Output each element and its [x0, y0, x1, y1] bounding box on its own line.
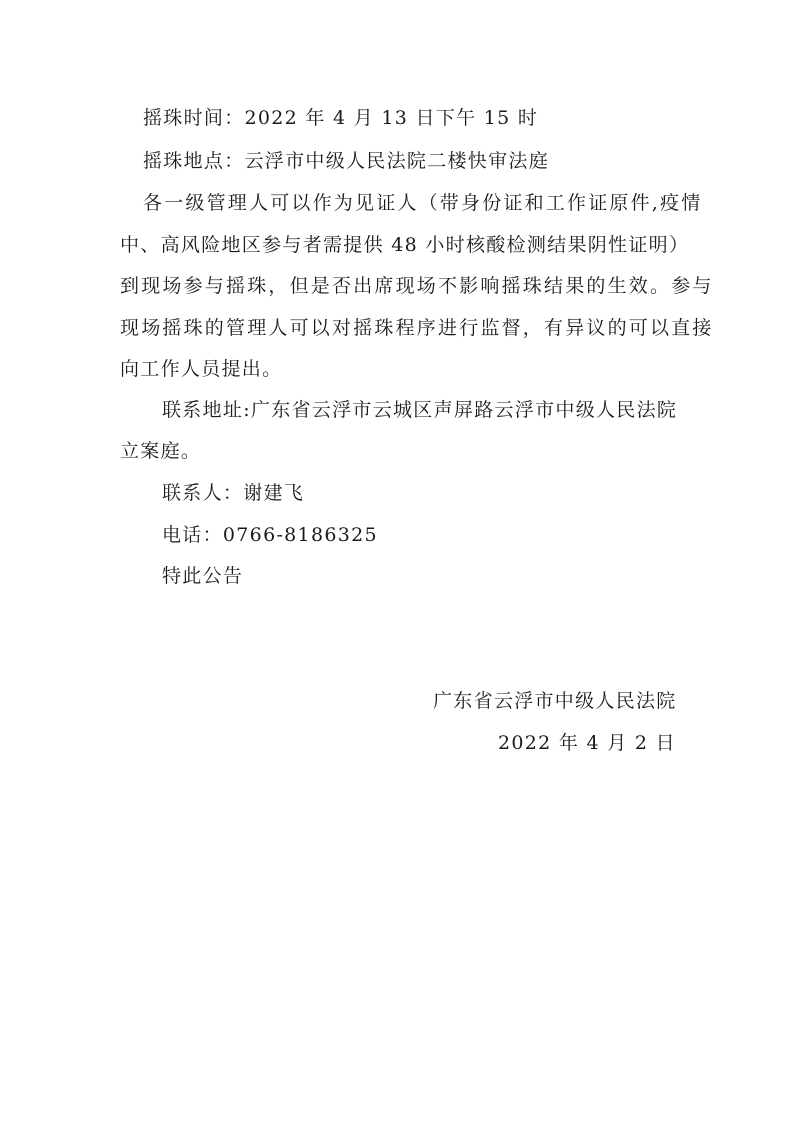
signature-date: 2022 年 4 月 2 日 [498, 732, 676, 754]
witness-paragraph-line-2: 中、高风险地区参与者需提供 48 小时核酸检测结果阴性证明） [120, 234, 690, 256]
signature-organization: 广东省云浮市中级人民法院 [433, 690, 677, 712]
witness-paragraph-line-3: 到现场参与摇珠，但是否出席现场不影响摇珠结果的生效。参与 [120, 275, 714, 297]
phone-text: 电话：0766-8186325 [162, 524, 378, 546]
witness-paragraph-line-1: 各一级管理人可以作为见证人（带身份证和工作证原件,疫情 [143, 192, 703, 214]
contact-address-line-1: 联系地址:广东省云浮市云城区声屏路云浮市中级人民法院 [162, 399, 678, 421]
contact-address-line-2: 立案庭。 [120, 440, 202, 462]
witness-paragraph-line-4: 现场摇珠的管理人可以对摇珠程序进行监督，有异议的可以直接 [120, 317, 714, 339]
witness-paragraph-line-5: 向工作人员提出。 [120, 358, 283, 380]
contact-person-text: 联系人：谢建飞 [162, 482, 305, 504]
draw-place-text: 摇珠地点：云浮市中级人民法院二楼快审法庭 [143, 150, 550, 172]
draw-time-text: 摇珠时间：2022 年 4 月 13 日下午 15 时 [143, 107, 539, 129]
closing-text: 特此公告 [162, 565, 244, 587]
